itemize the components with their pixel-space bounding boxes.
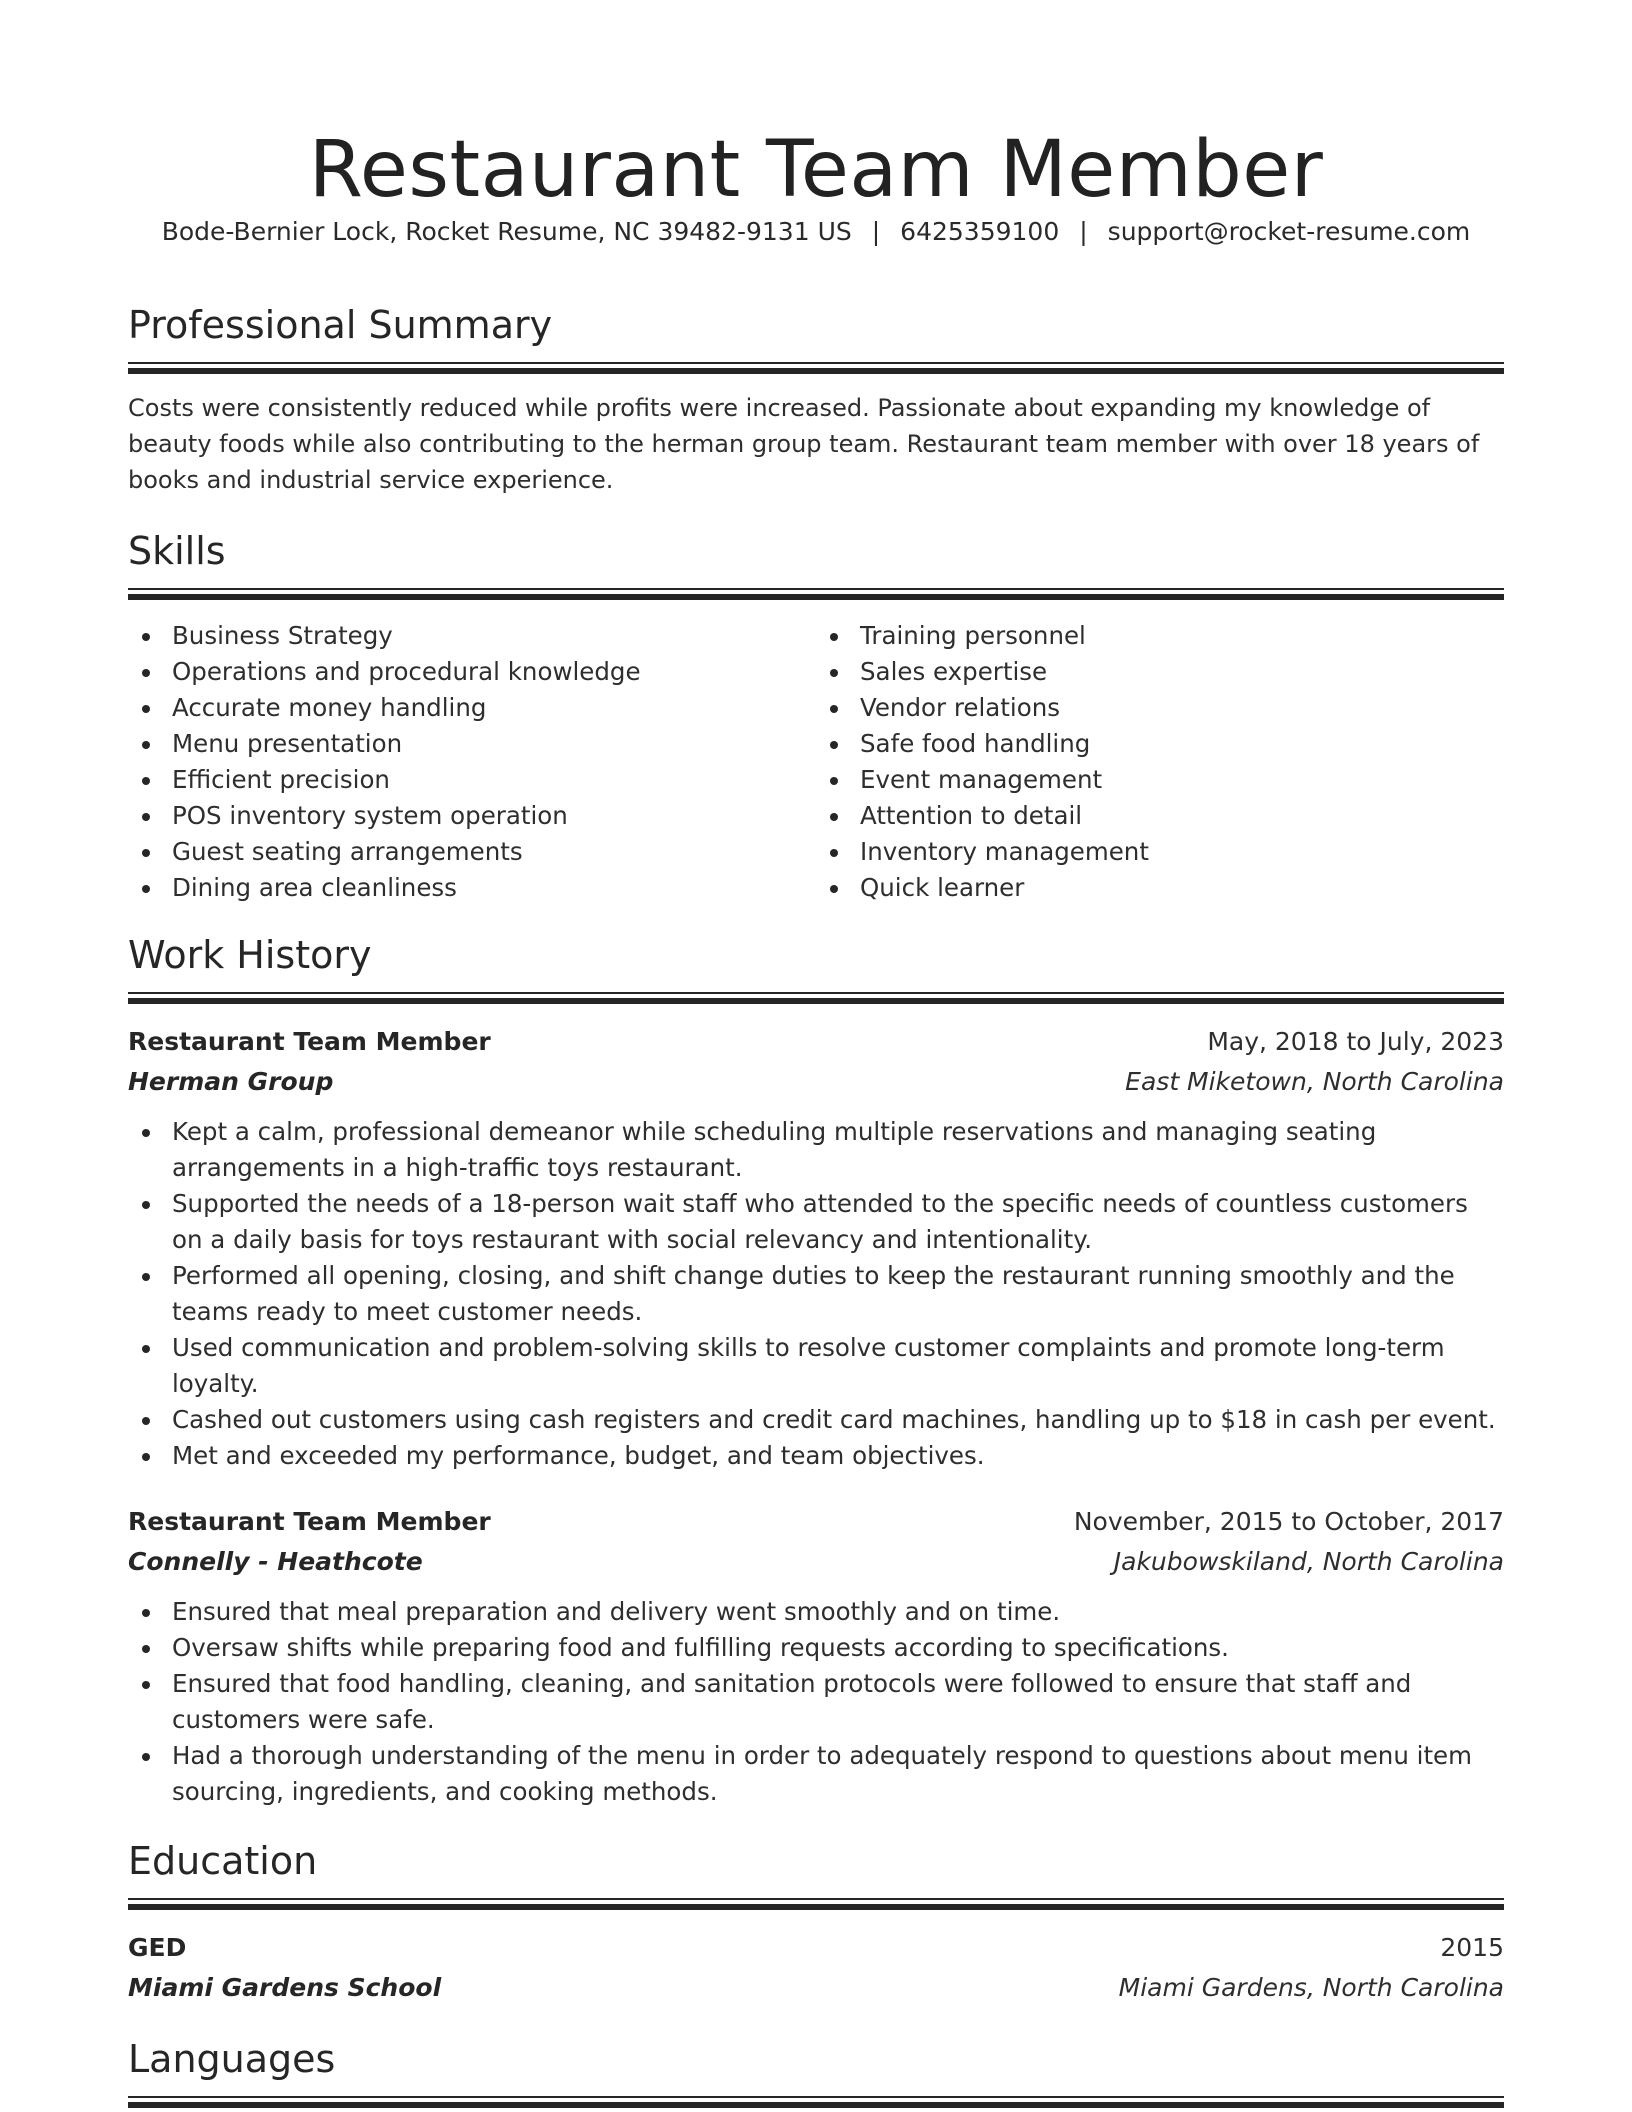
job-company: Connelly - Heathcote bbox=[128, 1547, 423, 1576]
job-header-row bbox=[128, 1022, 1504, 1062]
skill-item: Training personnel bbox=[816, 618, 1504, 654]
job-location: Jakubowskiland, North Carolina bbox=[1113, 1547, 1504, 1576]
job-company-row bbox=[128, 1542, 1504, 1582]
job-entry bbox=[128, 1502, 1504, 1810]
skill-item: Efficient precision bbox=[128, 762, 816, 798]
skills-columns bbox=[128, 618, 1504, 906]
job-entry bbox=[128, 1022, 1504, 1474]
contact-address: Bode-Bernier Lock, Rocket Resume, NC 39482-9131 US bbox=[161, 217, 852, 246]
resume-title: Restaurant Team Member bbox=[308, 125, 1324, 215]
section-heading: Professional Summary bbox=[128, 303, 553, 347]
job-company-row bbox=[128, 1062, 1504, 1102]
job-bullets bbox=[128, 1114, 1504, 1474]
job-company: Herman Group bbox=[128, 1067, 334, 1096]
languages-section bbox=[128, 2034, 1504, 2108]
summary-section bbox=[128, 300, 1504, 498]
skill-item: Business Strategy bbox=[128, 618, 816, 654]
job-bullet: Ensured that food handling, cleaning, and sanitation protocols were followed to ensure that staff and customers were safe. bbox=[128, 1666, 1504, 1738]
job-bullet: Oversaw shifts while preparing food and fulfilling requests according to specifications. bbox=[128, 1630, 1504, 1666]
summary-text: Costs were consistently reduced while profits were increased. Passionate about expanding my knowledge of beauty foods while also contributing to the herman group team. Restaurant team member with over 18 years of books and industrial service experience. bbox=[128, 394, 1480, 494]
skill-item: Safe food handling bbox=[816, 726, 1504, 762]
section-heading: Skills bbox=[128, 529, 226, 573]
section-rule bbox=[128, 1898, 1504, 1910]
job-bullet: Cashed out customers using cash registers and credit card machines, handling up to $18 in cash per event. bbox=[128, 1402, 1504, 1438]
skill-item: Event management bbox=[816, 762, 1504, 798]
education-school: Miami Gardens School bbox=[128, 1973, 442, 2002]
job-dates: May, 2018 to July, 2023 bbox=[1207, 1027, 1504, 1056]
education-school-row bbox=[128, 1968, 1504, 2008]
job-bullet: Had a thorough understanding of the menu in order to adequately respond to questions about menu item sourcing, ingredients, and cooking methods. bbox=[128, 1738, 1504, 1810]
job-bullet: Met and exceeded my performance, budget, and team objectives. bbox=[128, 1438, 1504, 1474]
skill-item: Operations and procedural knowledge bbox=[128, 654, 816, 690]
skill-item: Vendor relations bbox=[816, 690, 1504, 726]
section-heading: Work History bbox=[128, 933, 372, 977]
contact-separator: | bbox=[871, 217, 881, 246]
section-rule bbox=[128, 362, 1504, 374]
job-bullets bbox=[128, 1594, 1504, 1810]
job-bullet: Performed all opening, closing, and shift change duties to keep the restaurant running smoothly and the teams ready to meet customer needs. bbox=[128, 1258, 1504, 1330]
skill-item: Menu presentation bbox=[128, 726, 816, 762]
section-rule bbox=[128, 2096, 1504, 2108]
job-dates: November, 2015 to October, 2017 bbox=[1073, 1507, 1504, 1536]
job-bullet: Ensured that meal preparation and delivery went smoothly and on time. bbox=[128, 1594, 1504, 1630]
contact-separator: | bbox=[1079, 217, 1088, 246]
section-heading: Education bbox=[128, 1839, 318, 1883]
education-degree-row bbox=[128, 1928, 1504, 1968]
job-header-row bbox=[128, 1502, 1504, 1542]
contact-email: support@rocket-resume.com bbox=[1107, 217, 1471, 246]
skill-item: Quick learner bbox=[816, 870, 1504, 906]
contact-phone: 6425359100 bbox=[900, 217, 1060, 246]
job-bullet: Used communication and problem-solving skills to resolve customer complaints and promote long-term loyalty. bbox=[128, 1330, 1504, 1402]
contact-line bbox=[128, 214, 1504, 300]
job-title: Restaurant Team Member bbox=[128, 1027, 491, 1056]
skills-list-left bbox=[128, 618, 816, 906]
education-entry bbox=[128, 1928, 1504, 2008]
job-bullet: Supported the needs of a 18-person wait staff who attended to the specific needs of countless customers on a daily basis for toys restaurant with social relevancy and intentionality. bbox=[128, 1186, 1504, 1258]
skill-item: Attention to detail bbox=[816, 798, 1504, 834]
education-location: Miami Gardens, North Carolina bbox=[1118, 1973, 1504, 2002]
job-bullet: Kept a calm, professional demeanor while scheduling multiple reservations and managing seating arrangements in a high-traffic toys restaurant. bbox=[128, 1114, 1504, 1186]
section-rule bbox=[128, 588, 1504, 600]
skill-item: Accurate money handling bbox=[128, 690, 816, 726]
work-section bbox=[128, 930, 1504, 1810]
section-rule bbox=[128, 992, 1504, 1004]
education-section bbox=[128, 1836, 1504, 2008]
skill-item: Dining area cleanliness bbox=[128, 870, 816, 906]
skills-list-right bbox=[816, 618, 1504, 906]
education-year: 2015 bbox=[1440, 1933, 1504, 1962]
skill-item: Sales expertise bbox=[816, 654, 1504, 690]
job-title: Restaurant Team Member bbox=[128, 1507, 491, 1536]
skill-item: Inventory management bbox=[816, 834, 1504, 870]
education-degree: GED bbox=[128, 1933, 187, 1962]
skill-item: POS inventory system operation bbox=[128, 798, 816, 834]
skill-item: Guest seating arrangements bbox=[128, 834, 816, 870]
job-location: East Miketown, North Carolina bbox=[1125, 1067, 1504, 1096]
skills-section bbox=[128, 526, 1504, 906]
section-heading: Languages bbox=[128, 2037, 336, 2081]
